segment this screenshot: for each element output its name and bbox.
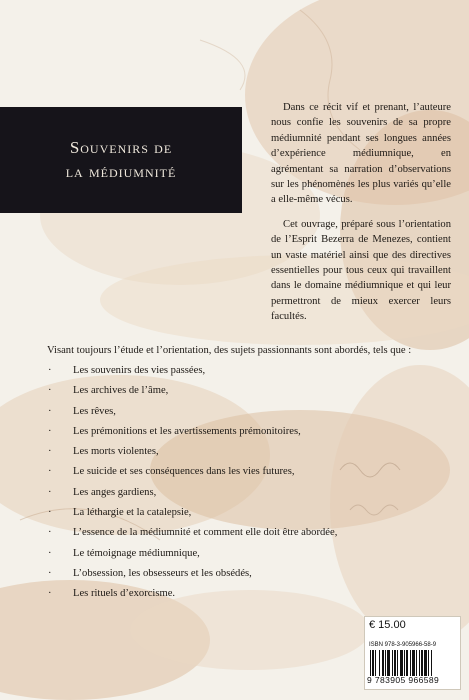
barcode-bar	[385, 650, 386, 676]
barcode-bar	[424, 650, 427, 676]
barcode-bar	[379, 650, 380, 676]
barcode-bar	[416, 650, 417, 676]
topic-item	[47, 405, 337, 425]
barcode-bar	[370, 650, 371, 676]
topic-text: Les morts violentes,	[73, 446, 159, 458]
topic-item	[47, 465, 337, 485]
bullet: ·	[48, 486, 52, 498]
topic-item	[47, 506, 337, 526]
barcode-digits: 9 783905 966589	[367, 675, 440, 685]
barcode-bar	[421, 650, 423, 676]
topic-text: Le suicide et ses conséquences dans les vies futures,	[73, 466, 295, 478]
barcode-bar	[392, 650, 393, 676]
book-title-line-1: Souvenirs de	[69, 138, 173, 157]
barcode-bar	[372, 650, 374, 676]
topic-text: Les rituels d’exorcisme.	[73, 588, 176, 600]
topic-item	[47, 445, 337, 465]
title-box	[0, 107, 242, 213]
intro-text	[271, 100, 451, 334]
bullet: ·	[48, 527, 52, 539]
topic-item	[47, 547, 337, 567]
bullet: ·	[48, 466, 52, 478]
barcode-bar	[410, 650, 411, 676]
topic-text: Les prémonitions et les avertissements prémonitoires,	[73, 425, 301, 437]
barcode-bar	[406, 650, 408, 676]
bullet: ·	[48, 547, 52, 559]
isbn-label: ISBN 978-3-905966-58-9	[369, 642, 437, 648]
price-barcode-box	[364, 616, 461, 690]
book-title-line-2: la médiumnité	[65, 162, 177, 181]
barcode-bar	[394, 650, 396, 676]
topic-text: Les archives de l’âme,	[73, 385, 169, 397]
barcode-bar	[400, 650, 403, 676]
topic-text: Les anges gardiens,	[73, 486, 157, 498]
barcode-bar	[412, 650, 415, 676]
topic-item	[47, 384, 337, 404]
bullet: ·	[48, 567, 52, 579]
topic-text: Les souvenirs des vies passées,	[73, 365, 206, 376]
barcode	[370, 650, 456, 676]
bullet: ·	[48, 588, 52, 600]
barcode-bar	[404, 650, 405, 676]
intro-paragraph-1: Dans ce récit vif et prenant, l’auteure nous confie les souvenirs de sa propre médiumnité pendant ses longues années d’expérience médiumnique, en agrémentant sa narration d’observations sur les phénomènes les plus variés qu’elle a elle-même vécus.	[271, 102, 451, 206]
bullet: ·	[48, 507, 52, 519]
barcode-bar	[382, 650, 384, 676]
price-label: € 15.00	[369, 619, 406, 631]
barcode-bar	[428, 650, 429, 676]
topic-text: Le témoignage médiumnique,	[73, 547, 200, 559]
bullet: ·	[48, 385, 52, 397]
topic-item	[47, 526, 337, 546]
topics-list	[47, 364, 337, 608]
barcode-bar	[431, 650, 432, 676]
topic-item	[47, 425, 337, 445]
bullet: ·	[48, 365, 52, 376]
barcode-bar	[419, 650, 420, 676]
topic-item	[47, 364, 337, 384]
topic-text: Les rêves,	[73, 405, 116, 417]
topic-item	[47, 486, 337, 506]
intro-paragraph-2: Cet ouvrage, préparé sous l’orientation de l’Esprit Bezerra de Menezes, contient un vaste matériel ainsi que des directives essentielles pour tous ceux qui travaillent dans le domaine médiumnique et qui leur permettront de mieux exercer leurs facultés.	[271, 218, 451, 323]
barcode-bar	[397, 650, 398, 676]
topic-item	[47, 587, 337, 607]
topics-lead: Visant toujours l’étude et l’orientation, des sujets passionnants sont abordés, tels que :	[47, 345, 412, 356]
topic-text: L’obsession, les obsesseurs et les obsédés,	[73, 567, 252, 579]
bullet: ·	[48, 446, 52, 458]
bullet: ·	[48, 405, 52, 417]
barcode-bar	[375, 650, 376, 676]
topic-text: L’essence de la médiumnité et comment elle doit être abordée,	[73, 527, 338, 539]
barcode-bar	[387, 650, 390, 676]
topic-item	[47, 567, 337, 587]
topic-text: La léthargie et la catalepsie,	[73, 507, 192, 519]
bullet: ·	[48, 425, 52, 437]
